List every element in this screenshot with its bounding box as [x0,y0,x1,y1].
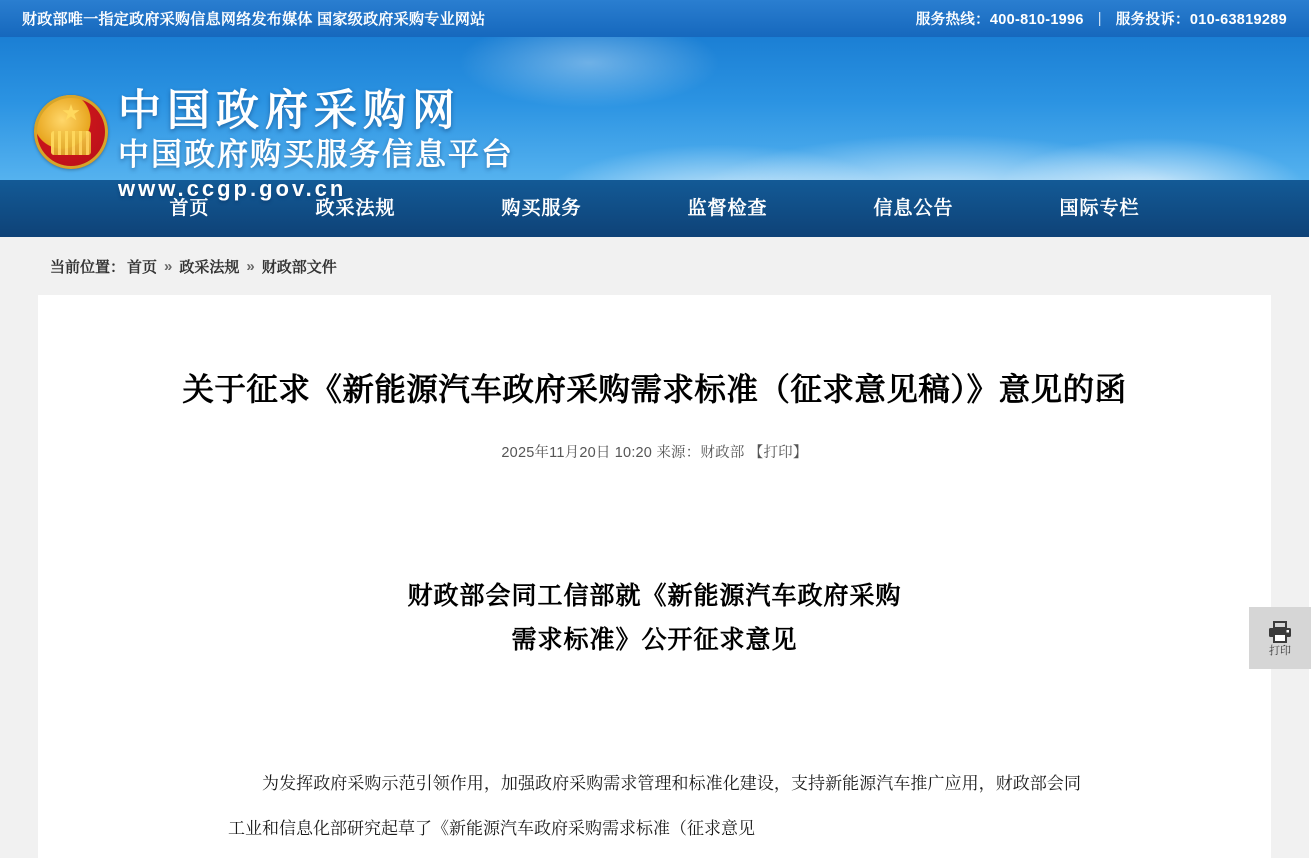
article-subtitle-line-1: 财政部会同工信部就《新能源汽车政府采购 [407,581,902,611]
nav-item-announcements[interactable]: 信息公告 [873,198,954,219]
national-emblem-icon [34,95,108,169]
top-notice-bar [0,0,1309,37]
site-slogan: 财政部唯一指定政府采购信息网络发布媒体 国家级政府采购专业网站 [22,11,486,28]
site-name: 中国政府采购网 [118,87,461,135]
contact-separator: | [1097,10,1102,27]
banner-title-block [118,89,514,202]
nav-item-supervision[interactable]: 监督检查 [687,198,768,219]
publish-date: 2025年11月20日 10:20 [501,445,653,462]
print-link[interactable]: 【打印】 [748,445,808,462]
nav-item-international[interactable]: 国际专栏 [1059,198,1140,219]
platform-name: 中国政府购买服务信息平台 [118,137,514,173]
site-domain: www.ccgp.gov.cn [118,176,347,202]
content-area [0,295,1309,858]
nav-item-home[interactable]: 首页 [169,198,210,219]
article-paragraph-1: 为发挥政府采购示范引领作用，加强政府采购需求管理和标准化建设，支持新能源汽车推广应用，财政部会同工业和信息化部研究起草了《新能源汽车政府采购需求标准（征求意见 [228,773,1081,839]
hotline [916,8,1084,29]
breadcrumb-separator-1: » [164,257,173,275]
article-subtitle-line-2: 需求标准》公开征求意见 [511,624,798,654]
breadcrumb-item-regulations[interactable]: 政采法规 [179,258,240,276]
site-banner [0,37,1309,202]
hotline-number: 400-810-1996 [989,12,1084,28]
article-page [38,295,1291,858]
source-value: 财政部 [700,445,745,462]
breadcrumb-label: 当前位置： [50,258,126,276]
article-meta [110,441,1199,462]
printer-icon [1267,620,1293,644]
nav-item-regulations[interactable]: 政采法规 [315,198,396,219]
breadcrumb-item-mof-documents[interactable]: 财政部文件 [261,258,337,276]
complaint [1116,8,1287,29]
print-button-label: 打印 [1269,644,1291,657]
breadcrumb-separator-2: » [246,257,255,275]
complaint-number: 010-63819289 [1189,12,1287,28]
source-label: 来源： [656,445,701,462]
nav-item-purchase-services[interactable]: 购买服务 [501,198,582,219]
print-button[interactable] [1249,607,1311,669]
article-subtitle [110,574,1199,662]
breadcrumb [20,237,1289,295]
complaint-label: 服务投诉： [1115,12,1190,28]
breadcrumb-bar [0,237,1309,295]
page-title: 关于征求《新能源汽车政府采购需求标准（征求意见稿）》意见的函 [182,371,1127,407]
service-contacts [916,8,1287,29]
hotline-label: 服务热线： [915,12,990,28]
breadcrumb-item-home[interactable]: 首页 [127,258,158,276]
